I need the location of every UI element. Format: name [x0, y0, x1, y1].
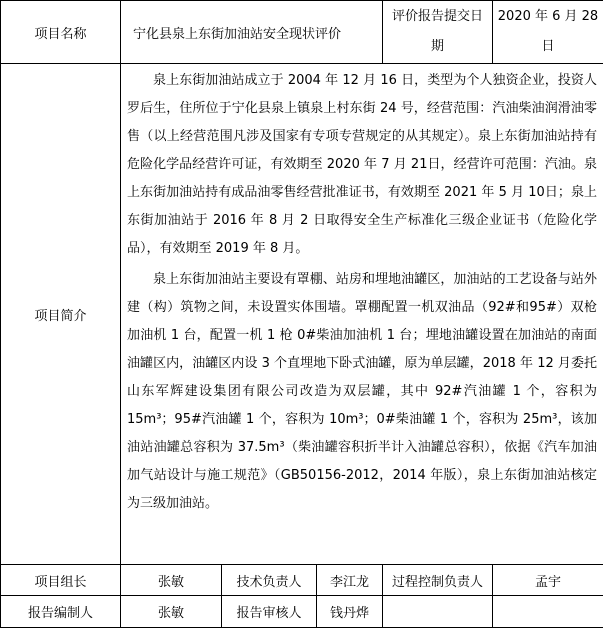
- reviewer-value: 钱丹烨: [317, 596, 383, 628]
- editor-value: 张敏: [121, 596, 222, 628]
- intro-content: [121, 64, 603, 565]
- editor-label: 报告编制人: [1, 596, 121, 628]
- reviewer-label: 报告审核人: [222, 596, 317, 628]
- intro-paragraph: 泉上东街加油站成立于 2004 年 12 月 16 日，类型为个人独资企业，投资人罗后生，住所位于宁化县泉上镇泉上村东街 24 号，经营范围：汽油柴油润滑油零售（以上经营范围凡涉及国家有专项专营规定的从其规定）。泉上东街加油站持有危险化学品经营许可证，有效期至 2020 年 7 月 21日，经营许可范围：汽油。泉上东街加油站持有成品油零售经营批准证书，有效期至 2021 年 5 月 10日；泉上东街加油站于 2016 年 8 月 2 日取得安全生产标准化三级企业证书（危险化学品），有效期至 2019 年 8 月。: [127, 73, 597, 256]
- header-row: [1, 1, 603, 64]
- staff-row-1: [1, 565, 603, 596]
- intro-row: [1, 64, 603, 565]
- project-name-label: 项目名称: [1, 1, 121, 64]
- process-value: 孟宇: [493, 565, 603, 596]
- report-date-label: [383, 1, 493, 64]
- report-date-value-line1: 2020 年 6 月 28: [497, 9, 599, 24]
- tech-value: 李江龙: [317, 565, 383, 596]
- tech-label: 技术负责人: [222, 565, 317, 596]
- empty-cell: [383, 596, 493, 628]
- empty-cell: [493, 596, 603, 628]
- report-date-label-line2: 期: [430, 39, 444, 54]
- report-date-value: [493, 1, 603, 64]
- leader-value: 张敏: [121, 565, 222, 596]
- report-date-label-line1: 评价报告提交日: [391, 9, 483, 24]
- project-name-value: 宁化县泉上东街加油站安全现状评价: [121, 1, 383, 64]
- process-label: 过程控制负责人: [383, 565, 493, 596]
- intro-paragraph: 泉上东街加油站主要设有罩棚、站房和埋地油罐区，加油站的工艺设备与站外建（构）筑物之间，未设置实体围墙。罩棚配置一机双油品（92#和95#）双枪加油机 1 台，配置一机 1 枪 0#柴油加油机 1 台；埋地油罐设置在加油站的南面油罐区内，油罐区内设 3 个直埋地下卧式油罐，原为单层罐，2018 年 12 月委托山东军辉建设集团有限公司改造为双层罐，其中 92#汽油罐 1 个，容积为 15m³；95#汽油罐 1 个，容积为 10m³；0#柴油罐 1 个，容积为 25m³，该加油站油罐总容积为 37.5m³（柴油罐容积折半计入油罐总容积），依据《汽车加油加气站设计与施工规范》（GB50156-2012，2014 年版），泉上东街加油站核定为三级加油站。: [127, 272, 597, 511]
- intro-label: 项目简介: [1, 64, 121, 565]
- leader-label: 项目组长: [1, 565, 121, 596]
- staff-row-2: [1, 596, 603, 628]
- report-date-value-line2: 日: [541, 39, 555, 54]
